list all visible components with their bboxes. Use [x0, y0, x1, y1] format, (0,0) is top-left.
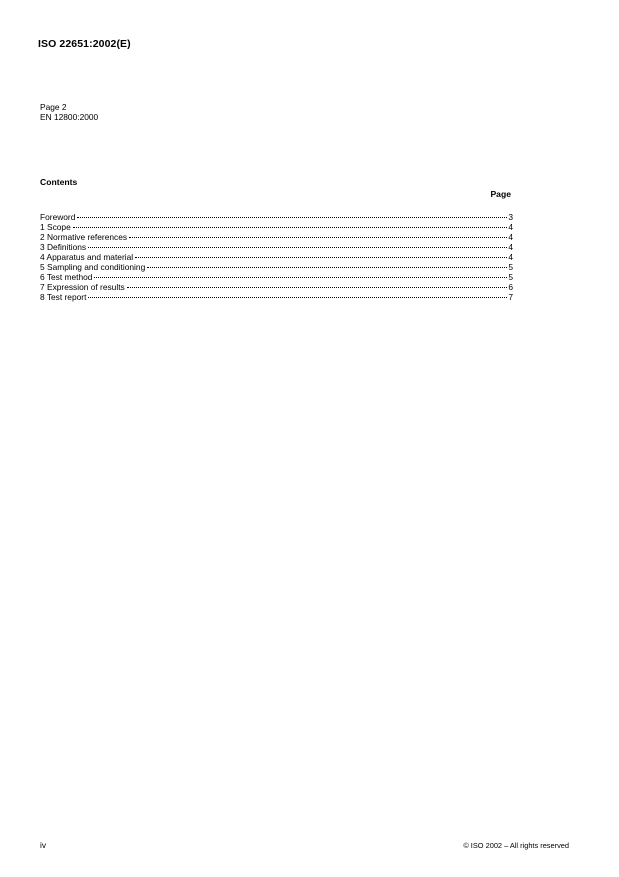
toc-dot-leader: [129, 237, 507, 238]
toc-entry-sampling-and-conditioning[interactable]: [40, 262, 513, 272]
toc-entry-apparatus-and-material[interactable]: [40, 252, 513, 262]
standard-line: EN 12800:2000: [40, 112, 99, 122]
toc-dot-leader: [88, 297, 507, 298]
toc-entry-title: Foreword: [40, 212, 76, 222]
toc-entry-page: 4: [508, 242, 513, 252]
toc-dot-leader: [88, 247, 507, 248]
toc-entry-definitions[interactable]: [40, 242, 513, 252]
toc-entry-title: 2 Normative references: [40, 232, 128, 242]
toc-entry-test-method[interactable]: [40, 272, 513, 282]
toc-dot-leader: [94, 277, 507, 278]
toc-entry-title: 3 Definitions: [40, 242, 87, 252]
document-id: ISO 22651:2002(E): [38, 38, 131, 50]
toc-dot-leader: [73, 227, 508, 228]
toc-entry-page: 4: [508, 222, 513, 232]
toc-entry-page: 3: [508, 212, 513, 222]
toc-entry-page: 6: [508, 282, 513, 292]
page-line: Page 2: [40, 102, 67, 112]
toc-entry-page: 7: [508, 292, 513, 302]
toc-entry-page: 5: [508, 262, 513, 272]
toc-entry-title: 8 Test report: [40, 292, 87, 302]
toc-entry-expression-of-results[interactable]: [40, 282, 513, 292]
toc-dot-leader: [77, 217, 507, 218]
toc-entry-test-report[interactable]: [40, 292, 513, 302]
toc-entry-title: 7 Expression of results: [40, 282, 125, 292]
toc-dot-leader: [127, 287, 508, 288]
contents-title: Contents: [40, 177, 78, 187]
footer-page-number: iv: [40, 840, 47, 850]
page-column-label: Page: [490, 189, 511, 199]
footer-copyright: © ISO 2002 – All rights reserved: [463, 841, 569, 850]
page-info: [40, 102, 98, 122]
toc-entry-title: 4 Apparatus and material: [40, 252, 134, 262]
toc-entry-page: 4: [508, 252, 513, 262]
toc-dot-leader: [147, 267, 507, 268]
toc-entry-page: 4: [508, 232, 513, 242]
toc-entry-page: 5: [508, 272, 513, 282]
toc-entry-title: 6 Test method: [40, 272, 93, 282]
toc-entry-title: 5 Sampling and conditioning: [40, 262, 146, 272]
toc-dot-leader: [135, 257, 507, 258]
toc-entry-title: 1 Scope: [40, 222, 71, 232]
table-of-contents: [40, 212, 513, 302]
toc-entry-normative-references[interactable]: [40, 232, 513, 242]
toc-entry-scope[interactable]: [40, 222, 513, 232]
toc-entry-foreword[interactable]: [40, 212, 513, 222]
